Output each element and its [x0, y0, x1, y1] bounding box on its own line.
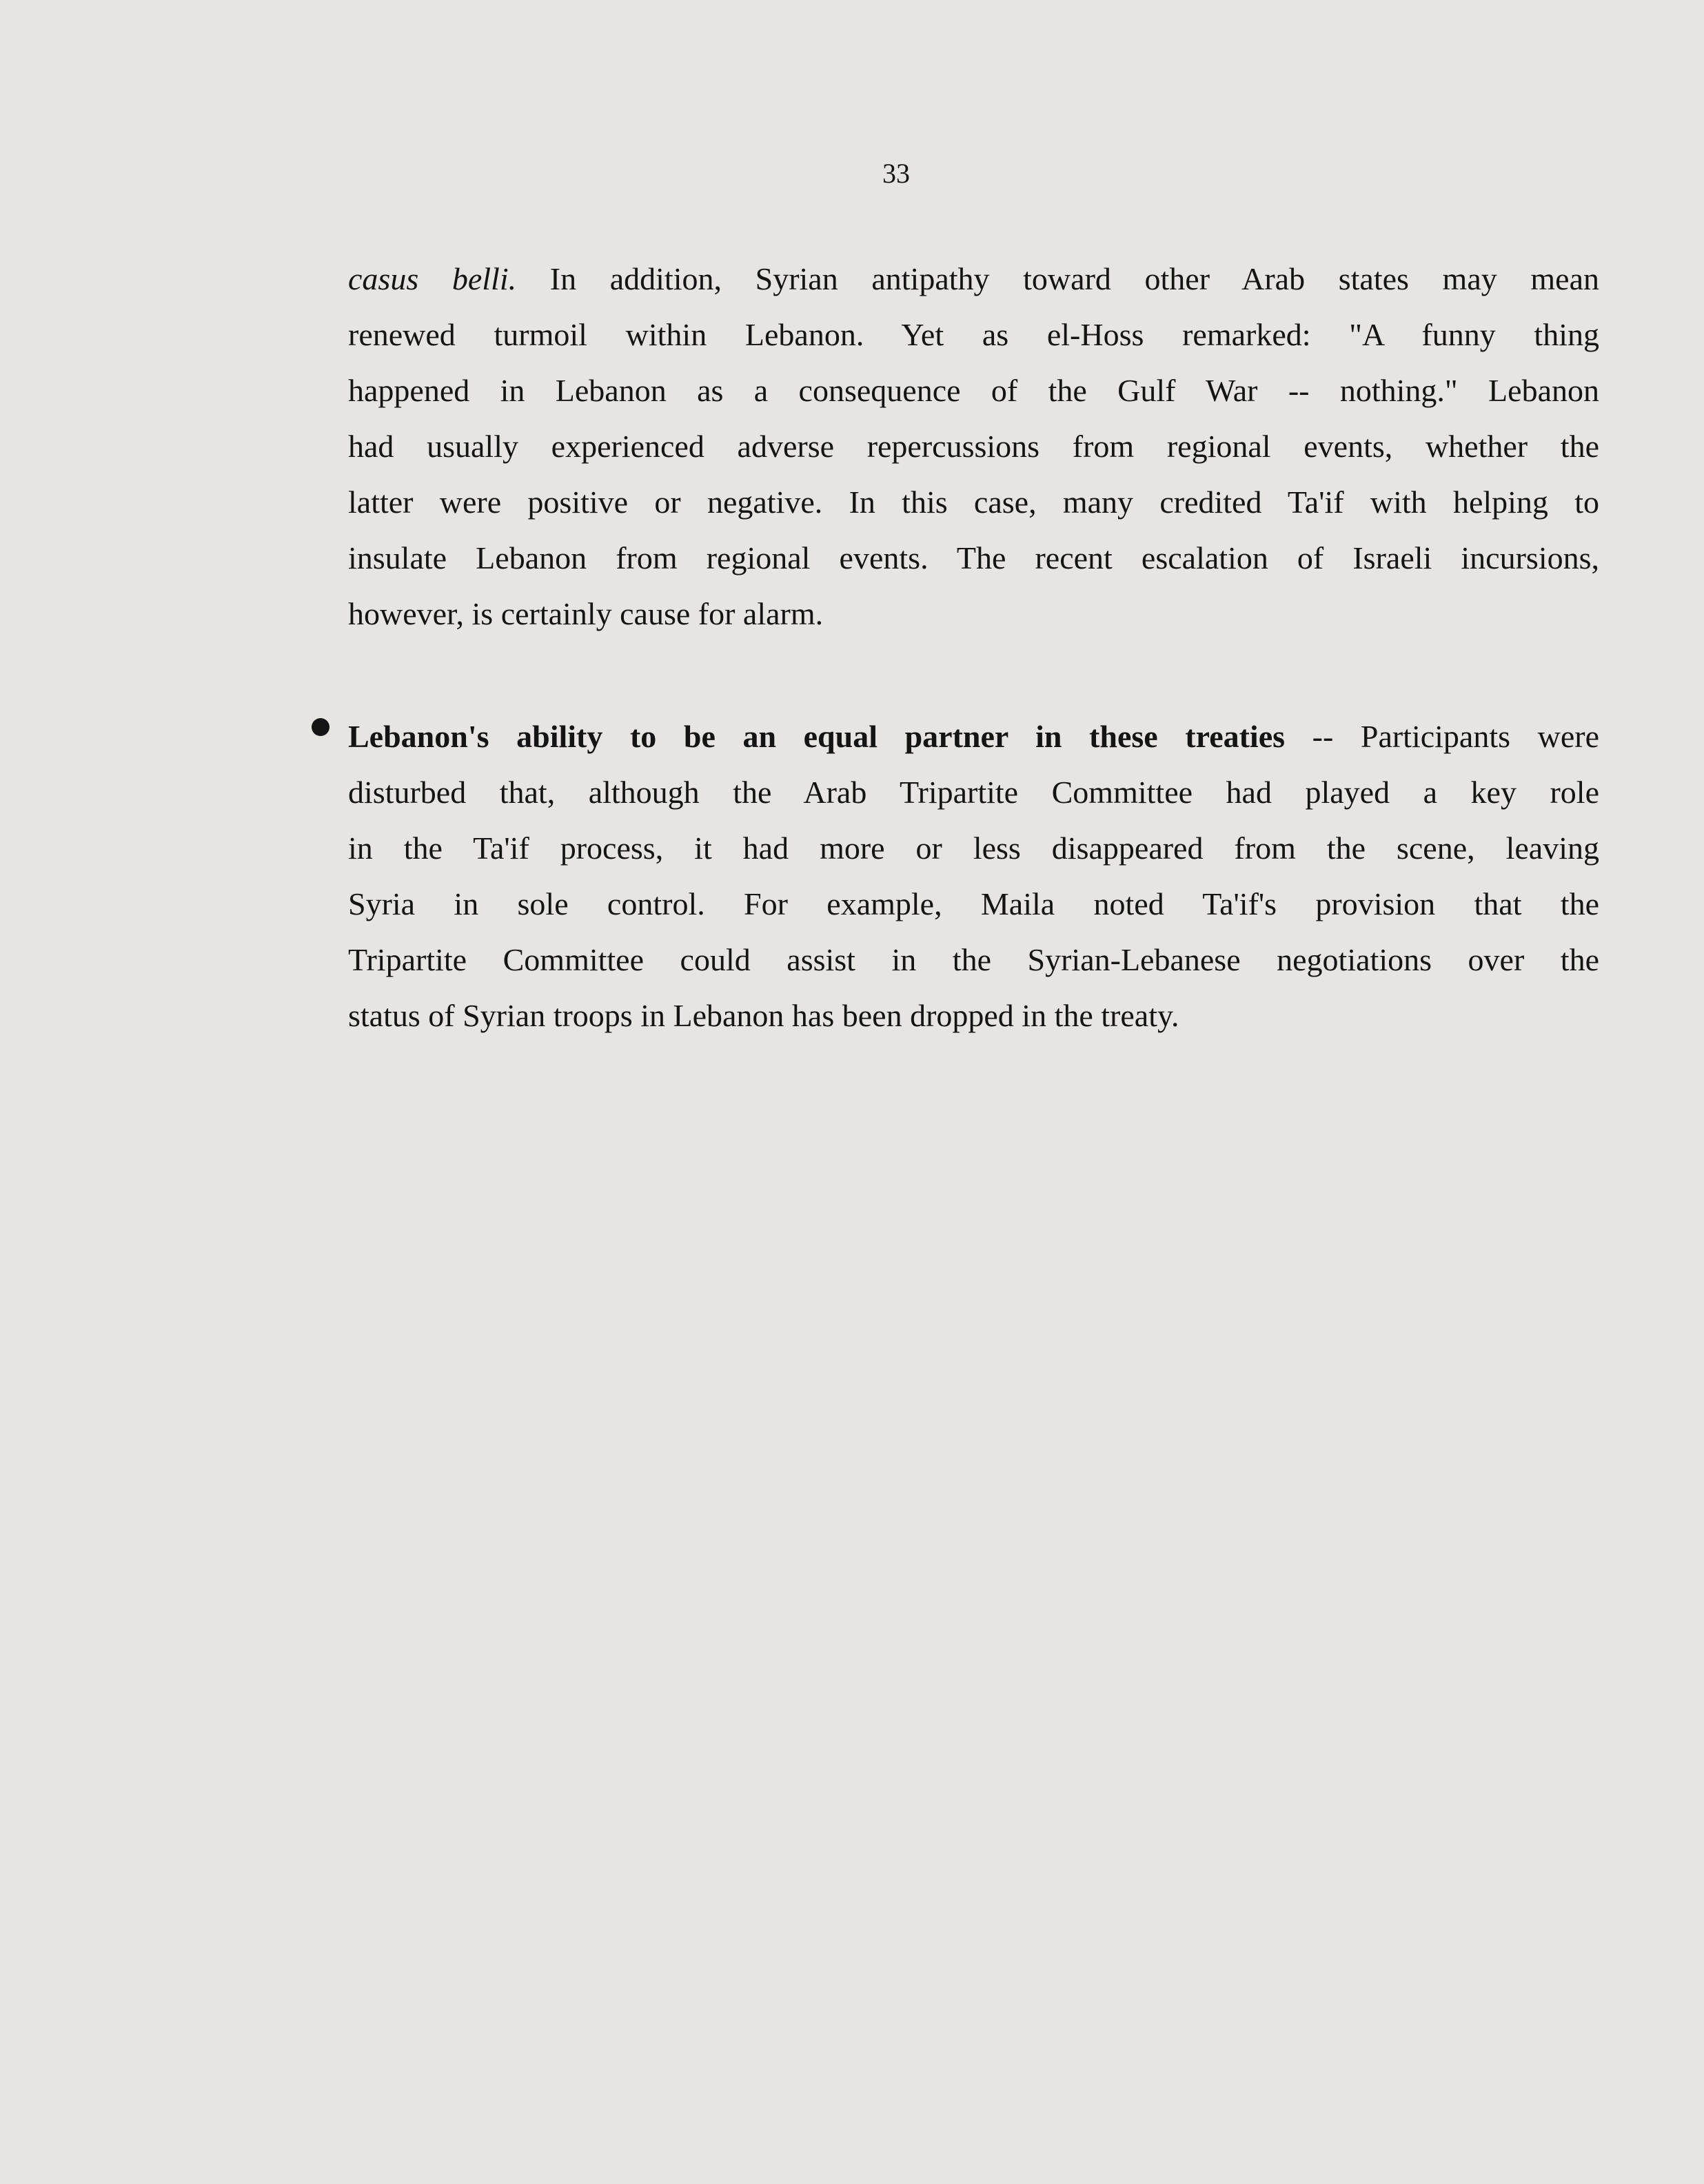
- text-line: had usually experienced adverse repercussions from regional events, whether the: [348, 429, 1599, 464]
- text-line: Tripartite Committee could assist in the Syrian-Lebanese negotiations over the: [348, 942, 1599, 977]
- text-line: however, is certainly cause for alarm.: [348, 596, 824, 631]
- bullet-heading: Lebanon's ability to be an equal partner in these treaties: [348, 719, 1286, 754]
- text-line: [348, 708, 1599, 764]
- bullet-item-equal-partner: [348, 708, 1599, 1043]
- text-line: latter were positive or negative. In this case, many credited Ta'if with helping to: [348, 484, 1599, 520]
- line-text: In addition, Syrian antipathy toward other Arab states may mean: [516, 261, 1600, 296]
- line-text: -- Participants were: [1285, 719, 1599, 754]
- text-line: status of Syrian troops in Lebanon has been dropped in the treaty.: [348, 998, 1179, 1033]
- text-line: in the Ta'if process, it had more or less disappeared from the scene, leaving: [348, 830, 1599, 866]
- italic-term: casus belli.: [348, 261, 517, 296]
- bullet-icon: [312, 718, 329, 736]
- text-line: disturbed that, although the Arab Tripartite Committee had played a key role: [348, 775, 1599, 810]
- text-line: Syria in sole control. For example, Maila noted Ta'if's provision that the: [348, 886, 1599, 921]
- text-line: [348, 251, 1599, 307]
- page-number: 33: [882, 158, 910, 189]
- text-line: renewed turmoil within Lebanon. Yet as el-Hoss remarked: "A funny thing: [348, 317, 1599, 352]
- text-line: insulate Lebanon from regional events. The recent escalation of Israeli incursions,: [348, 540, 1599, 575]
- text-line: happened in Lebanon as a consequence of the Gulf War -- nothing." Lebanon: [348, 373, 1599, 408]
- paragraph-casus-belli: [348, 251, 1599, 642]
